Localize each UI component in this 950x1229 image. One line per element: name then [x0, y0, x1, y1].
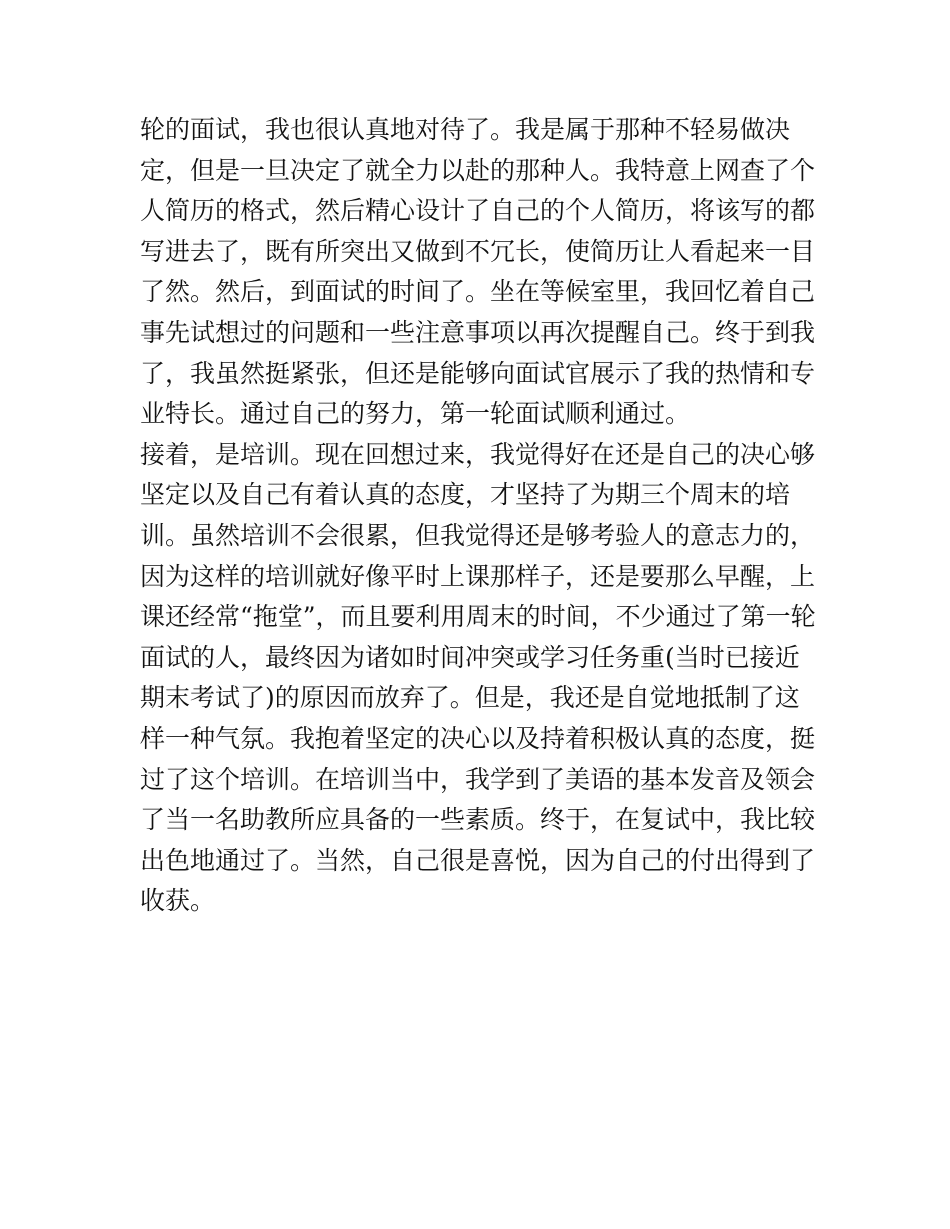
text-line: 课还经常“拖堂”，而且要利用周末的时间，不少通过了第一轮 [140, 602, 816, 632]
text-line: 轮的面试，我也很认真地对待了。我是属于那种不轻易做决 [140, 115, 791, 144]
text-line: 人简历的格式，然后精心设计了自己的个人简历，将该写的都 [140, 196, 816, 226]
text-line: 面试的人，最终因为诸如时间冲突或学习任务重(当时已接近 [140, 642, 800, 672]
text-line: 期末考试了)的原因而放弃了。但是，我还是自觉地抵制了这 [140, 683, 800, 713]
text-line: 了然。然后，到面试的时间了。坐在等候室里，我回忆着自己 [140, 277, 816, 307]
text-line: 接着，是培训。现在回想过来，我觉得好在还是自己的决心够 [140, 439, 816, 469]
text-line: 了，我虽然挺紧张，但还是能够向面试官展示了我的热情和专 [140, 358, 816, 388]
text-line: 坚定以及自己有着认真的态度，才坚持了为期三个周末的培 [140, 480, 791, 510]
text-line: 事先试想过的问题和一些注意事项以再次提醒自己。终于到我 [140, 317, 816, 347]
text-line: 因为这样的培训就好像平时上课那样子，还是要那么早醒，上 [140, 561, 816, 591]
text-line: 写进去了，既有所突出又做到不冗长，使简历让人看起来一目 [140, 236, 816, 266]
text-line: 过了这个培训。在培训当中，我学到了美语的基本发音及领会 [140, 764, 816, 794]
text-line: 出色地通过了。当然，自己很是喜悦，因为自己的付出得到了 [140, 845, 816, 875]
text-line: 样一种气氛。我抱着坚定的决心以及持着积极认真的态度，挺 [140, 723, 816, 753]
text-line: 业特长。通过自己的努力，第一轮面试顺利通过。 [140, 399, 691, 429]
body-text [140, 110, 820, 922]
text-line: 训。虽然培训不会很累，但我觉得还是够考验人的意志力的， [140, 520, 816, 550]
text-line: 了当一名助教所应具备的一些素质。终于，在复试中，我比较 [140, 805, 816, 835]
text-line: 收获。 [140, 886, 216, 916]
text-line: 定，但是一旦决定了就全力以赴的那种人。我特意上网查了个 [140, 155, 816, 185]
